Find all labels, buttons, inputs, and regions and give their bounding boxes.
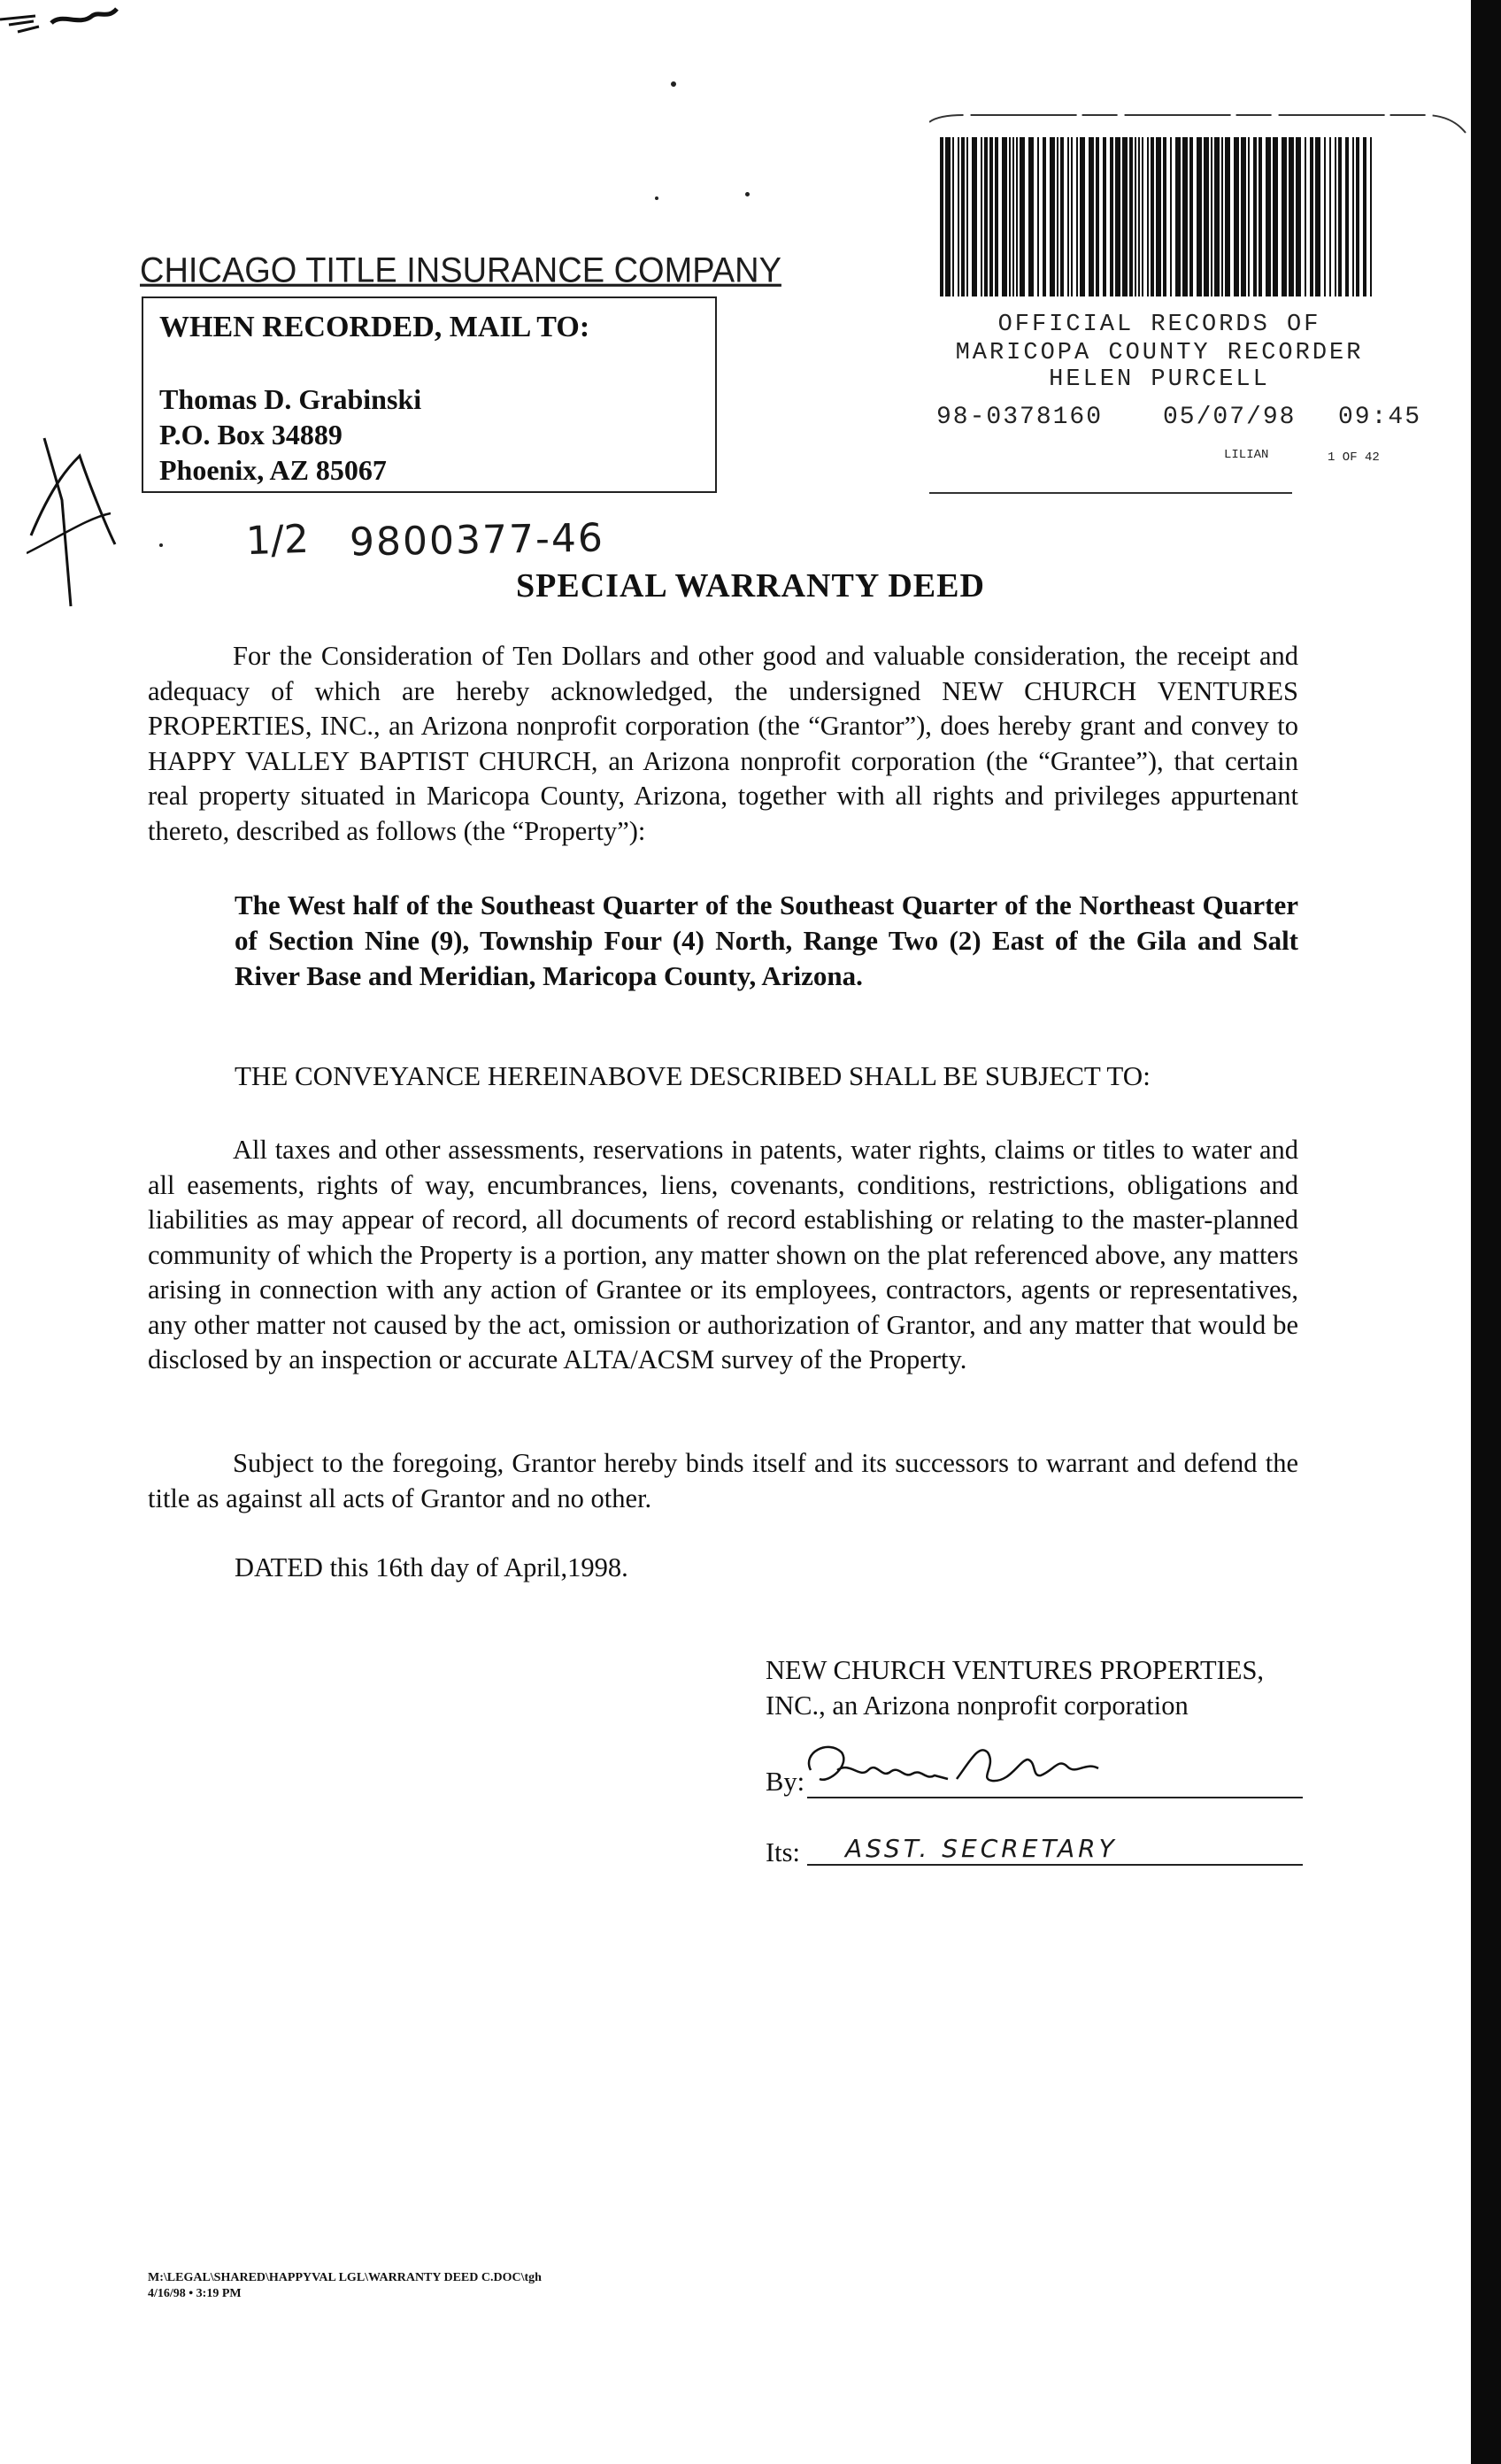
grantor-entity-line-2: INC., an Arizona nonprofit corporation <box>766 1690 1189 1721</box>
speck <box>655 196 658 200</box>
recorder-divider <box>929 492 1292 494</box>
legal-description: The West half of the Southeast Quarter of the Southeast Quarter of the Northeast Quarter of Section Nine (9), Township Four (4) North, Range Two (2) East of the Gila and Salt River Base and Meridian, Maricopa County, Arizona. <box>235 889 1298 991</box>
consideration-paragraph <box>148 639 1298 849</box>
recorder-clerk: LILIAN <box>1224 448 1269 462</box>
signature-graphic <box>802 1735 1138 1797</box>
handwritten-fraction: 1/2 <box>245 516 310 565</box>
speck <box>745 192 750 196</box>
exceptions-paragraph <box>148 1133 1298 1378</box>
consideration-text: For the Consideration of Ten Dollars and other good and valuable consideration, the receipt and adequacy of which are hereby acknowledged, the undersigned NEW CHURCH VENTURES PROPERTIES, INC., an Arizona nonprofit corporation (the “Grantor”), does hereby grant and convey to HAPPY VALLEY BAPTIST CHURCH, an Arizona nonprofit corporation (the “Grantee”), that certain real property situated in Maricopa County, Arizona, together with all rights and privileges appurtenant thereto, described as follows (the “Property”): <box>148 641 1298 846</box>
mail-to-box <box>142 296 717 493</box>
signer-title: ASST. SECRETARY <box>845 1834 1118 1863</box>
recorder-doc-number: 98-0378160 <box>936 404 1104 431</box>
recorder-page: 1 OF 42 <box>1328 450 1380 465</box>
subject-to-heading: THE CONVEYANCE HEREINABOVE DESCRIBED SHALL BE SUBJECT TO: <box>235 1060 1151 1091</box>
scan-mark-icon <box>0 0 124 44</box>
dated-line: DATED this 16th day of April,1998. <box>235 1552 628 1582</box>
recorder-line-3: HELEN PURCELL <box>1049 366 1270 393</box>
mail-to-box-number: P.O. Box 34889 <box>159 419 343 450</box>
file-timestamp-footer: 4/16/98 • 3:19 PM <box>148 2287 242 2300</box>
title-underline <box>807 1864 1303 1866</box>
mail-to-header: WHEN RECORDED, MAIL TO: <box>159 311 590 343</box>
document-title: SPECIAL WARRANTY DEED <box>516 567 985 604</box>
mail-to-city: Phoenix, AZ 85067 <box>159 454 387 486</box>
file-path-footer: M:\LEGAL\SHARED\HAPPYVAL LGL\WARRANTY DEED C.DOC\tgh <box>148 2271 542 2284</box>
barcode-icon <box>938 137 1377 296</box>
exceptions-text: All taxes and other assessments, reservations in patents, water rights, claims or titles to water and all easements, rights of way, encumbrances, liens, covenants, conditions, restrictions, obligations and liabilities as may appear of record, all documents of record establishing or relating to the master-planned community of which the Property is a portion, any matter shown on the plat referenced above, any matters arising in connection with any action of Grantee or its employees, contractors, agents or representatives, any other matter not caused by the act, omission or authorization of Grantor, and any matter that would be disclosed by an inspection or accurate ALTA/ACSM survey of the Property. <box>148 1135 1298 1374</box>
warranty-paragraph <box>148 1446 1298 1516</box>
its-label: Its: <box>766 1837 800 1867</box>
recorder-date: 05/07/98 <box>1163 404 1297 431</box>
recorder-line-2: MARICOPA COUNTY RECORDER <box>955 340 1364 366</box>
title-company-stamp: CHICAGO TITLE INSURANCE COMPANY <box>140 250 781 291</box>
recorder-time: 09:45 <box>1338 404 1422 431</box>
mail-to-name: Thomas D. Grabinski <box>159 383 422 415</box>
scan-border-bar <box>1471 0 1501 2464</box>
speck <box>671 81 676 87</box>
speck <box>159 543 163 547</box>
grantor-entity-line-1: NEW CHURCH VENTURES PROPERTIES, <box>766 1655 1265 1685</box>
signature-underline <box>807 1797 1303 1798</box>
recorder-line-1: OFFICIAL RECORDS OF <box>997 312 1321 338</box>
by-label: By: <box>766 1767 805 1797</box>
warranty-text: Subject to the foregoing, Grantor hereby binds itself and its successors to warrant and defend the title as against all acts of Grantor and no other. <box>148 1448 1298 1513</box>
handwritten-file-number: 9800377-46 <box>349 515 605 566</box>
recorder-frame-arc <box>929 110 1469 136</box>
